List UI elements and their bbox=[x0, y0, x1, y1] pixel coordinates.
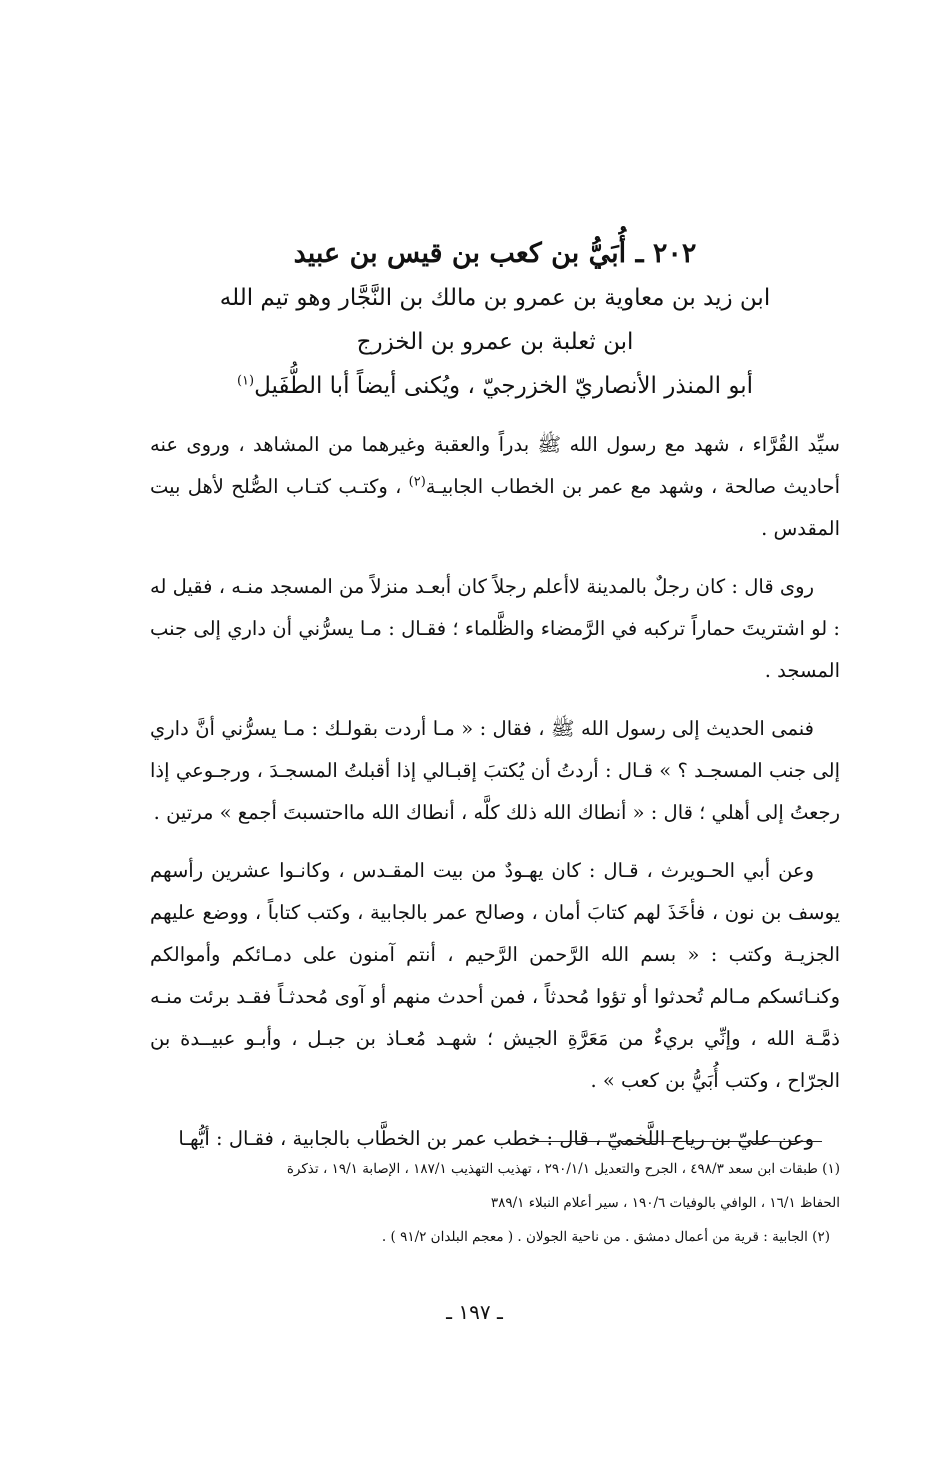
footnote-1-line-2: الحفاظ ١٦/١ ، الوافي بالوفيات ١٩٠/٦ ، سير أعلام النبلاء ٣٨٩/١ bbox=[490, 1195, 840, 1211]
main-text bbox=[150, 424, 840, 1176]
paragraph-3: فنمى الحديث إلى رسول الله ﷺ ، فقال : « مـا أردت بقولـك : مـا يسرُّني أنَّ داري إلى جنب المسجـد ؟ » قـال : أردتُ أن يُكتبَ إقبـالي إذا أقبلتُ المسجـدَ ، ورجـوعي إذا رجعتُ إلى أهلي ؛ قال : « أنطاك الله ذلك كلَّه ، أنطاك الله مااحتسبتَ أجمع » مرتين . bbox=[150, 717, 840, 824]
paragraph-5: وعن عليّ بن رياح اللَّخميّ ، قال : خطب عمر بن الخطَّاب بالجابية ، فقـال : أيُّهـا bbox=[178, 1127, 814, 1150]
kunya-text: أبو المنذر الأنصاريّ الخزرجيّ ، ويُكنى أيضاً أبا الطُّفَيل bbox=[254, 373, 754, 399]
paragraph-2: روى قال : كان رجلٌ بالمدينة لاأعلم رجلاً كان أبعـد منزلاً من المسجد منـه ، فقيل له : لو اشتريتَ حماراً تركبه في الرَّمضاء والظَّلماء ؛ فقـال : مـا يسرُّني أن داري إلى جنب المسجد . bbox=[150, 575, 840, 682]
paragraph-1-text-a: سيِّد القُرَّاء ، شهد مع رسول الله ﷺ بدراً والعقبة وغيرهما من المشاهد ، وروى عنه أحاديث صالحة ، وشهد مع عمر بن الخطاب الجابيـة bbox=[150, 433, 840, 498]
footnote-2: (٢) الجابية : قرية من أعمال دمشق . من ناحية الجولان . ( معجم البلدان ٩١/٢ ) . bbox=[381, 1229, 830, 1245]
footnote-1-line-1: (١) طبقات ابن سعد ٤٩٨/٣ ، الجرح والتعديل ٢٩٠/١/١ ، تهذيب التهذيب ١٨٧/١ ، الإصابة ١٩/١ ، تذكرة bbox=[286, 1161, 840, 1177]
lineage-line-2: ابن ثعلبة بن عمرو بن الخزرج bbox=[356, 329, 634, 355]
biography-heading bbox=[150, 232, 840, 408]
footnotes bbox=[150, 1152, 840, 1254]
page-number: ـ ١٩٧ ـ bbox=[446, 1300, 503, 1324]
lineage-line-1: ابن زيد بن معاوية بن عمرو بن مالك بن النَّجَّار وهو تيم الله bbox=[219, 285, 771, 311]
paragraph-1 bbox=[150, 424, 840, 550]
footnote-ref-1: (١) bbox=[236, 373, 255, 389]
paragraph-1-text-b: ، وكتـب كتـاب الصُّلح لأهل بيت المقدس . bbox=[150, 475, 840, 540]
footnote-ref-2: (٢) bbox=[408, 474, 426, 490]
kunya-line bbox=[150, 364, 840, 408]
entry-title: ٢٠٢ ـ أُبَيُّ بن كعب بن قيس بن عبيد bbox=[293, 238, 697, 269]
footnote-divider bbox=[532, 1141, 822, 1142]
paragraph-4: وعن أبي الحـويرث ، قـال : كان يهـودٌ من بيت المقـدس ، وكانـوا عشرين رأسهم يوسف بن نون ، فأخَذَ لهم كتابَ أمان ، وصالح عمر بالجابية ، وكتب كتاباً ، ووضع عليهم الجزيـة وكتب : « بسم الله الرَّحمن الرَّحيم ، أنتم آمنون على دمـائكم وأموالكم وكنـائسكم مـالم تُحدثوا أو تؤوا مُحدثاً ، فمن أحدث منهم أو آوى مُحدثـاً فقـد برئت منـه ذمَّـة الله ، وإنِّي بريءٌ من مَعَرَّةِ الجيش ؛ شهـد مُعـاذ بن جبـل ، وأبـو عبيــدة بن الجرّاح ، وكتب أُبَيُّ بن كعب » . bbox=[150, 859, 840, 1092]
